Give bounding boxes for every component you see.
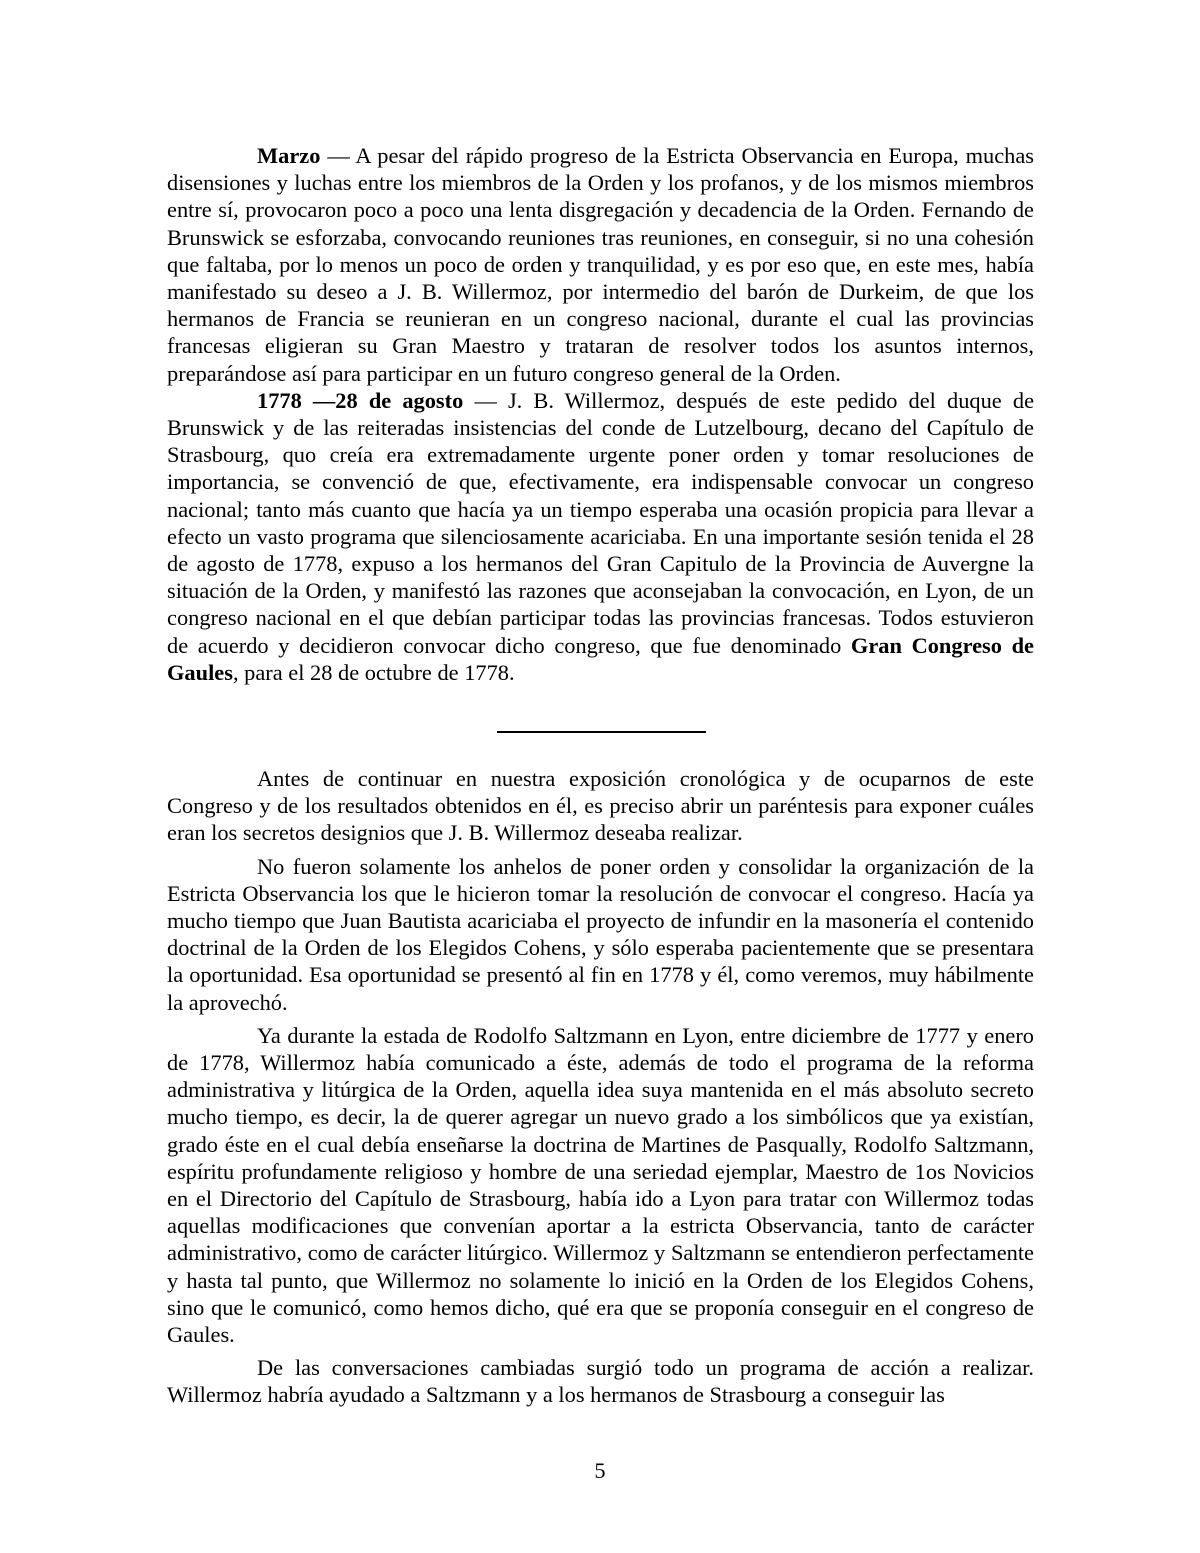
section-separator-line — [497, 731, 706, 733]
paragraph-text-1778: — J. B. Willermoz, después de este pedido del duque de Brunswick y de las reiteradas insistencias del conde de Lutzelbourg, decano del Capítulo de Strasbourg, quo creía era extremadamente urgente poner orden y tomar resoluciones de importancia, se convenció de que, efectivamente, era indispensable convocar un congreso nacional; tanto más cuanto que hacía ya un tiempo esperaba una ocasión propicia para llevar a efecto un vasto programa que silenciosamente acariciaba. En una importante sesión tenida el 28 de agosto de 1778, expuso a los hermanos del Gran Capitulo de la Provincia de Auvergne la situación de la Orden, y manifestó las razones que aconsejaban la convocación, en Lyon, de un congreso nacional en el que debían participar todas las provincias francesas. Todos estuvieron de acuerdo y decidieron convocar dicho congreso, que fue denominado — [167, 387, 1035, 658]
paragraph-text-marzo: — A pesar del rápido progreso de la Estricta Observancia en Europa, muchas disensiones y luchas entre los miembros de la Orden y los profanos, y de los mismos miembros entre sí, provocaron poco a poco una lenta disgregación y decadencia de la Orden. Fernando de Brunswick se esforzaba, convocando reuniones tras reuniones, en conseguir, si no una cohesión que faltaba, por lo menos un poco de orden y tranquilidad, y es por eso que, en este mes, había manifestado su deseo a J. B. Willermoz, por intermedio del barón de Durkeim, de que los hermanos de Francia se reunieran en un congreso nacional, durante el cual las provincias francesas eligieran su Gran Maestro y trataran de resolver todos los asuntos internos, preparándose así para participar en un futuro congreso general de la Orden. — [167, 143, 1034, 386]
paragraph-conversaciones: De las conversaciones cambiadas surgió todo un programa de acción a realizar. Willermoz habría ayudado a Saltzmann y a los hermanos de Strasbourg a conseguir las — [167, 1355, 1034, 1408]
paragraph-1778 — [167, 387, 1034, 686]
page-number: 5 — [594, 1458, 606, 1483]
paragraph-text-1778-end: , para el 28 de octubre de 1778. — [232, 659, 515, 685]
paragraph-lead-marzo: Marzo — [257, 143, 321, 168]
paragraph-marzo — [167, 142, 1034, 387]
text-section-1 — [167, 142, 1034, 686]
text-section-2 — [167, 765, 1034, 1409]
bold-congress-name: Gran Congreso de Gaules — [167, 632, 1034, 685]
paragraph-lead-1778: 1778 —28 de agosto — [257, 387, 464, 413]
paragraph-no-fueron: No fueron solamente los anhelos de poner orden y consolidar la organización de la Estricta Observancia los que le hicieron tomar la resolución de convocar el congreso. Hacía ya mucho tiempo que Juan Bautista acariciaba el proyecto de infundir en la masonería el contenido doctrinal de la Orden de los Elegidos Cohens, y sólo esperaba pacientemente que se presentara la oportunidad. Esa oportunidad se presentó al fin en 1778 y él, como veremos, muy hábilmente la aprovechó. — [167, 853, 1034, 1015]
paragraph-antes: Antes de continuar en nuestra exposición cronológica y de ocuparnos de este Congreso y de los resultados obtenidos en él, es preciso abrir un paréntesis para exponer cuáles eran los secretos designios que J. B. Willermoz deseaba realizar. — [167, 766, 1034, 846]
paragraph-saltzmann: Ya durante la estada de Rodolfo Saltzmann en Lyon, entre diciembre de 1777 y enero de 1778, Willermoz había comunicado a éste, además de todo el programa de la reforma administrativa y litúrgica de la Orden, aquella idea suya mantenida en el más absoluto secreto mucho tiempo, es decir, la de querer agregar un nuevo grado a los simbólicos que ya existían, grado éste en el cual debía enseñarse la doctrina de Martines de Pasqually, Rodolfo Saltzmann, espíritu profundamente religioso y hombre de una seriedad ejemplar, Maestro de 1os Novicios en el Directorio del Capítulo de Strasbourg, había ido a Lyon para tratar con Willermoz todas aquellas modificaciones que convenían aportar a la estricta Observancia, tanto de carácter administrativo, como de carácter litúrgico. Willermoz y Saltzmann se entendieron perfectamente y hasta tal punto, que Willermoz no solamente lo inició en la Orden de los Elegidos Cohens, sino que le comunicó, como hemos dicho, qué era que se proponía conseguir en el congreso de Gaules. — [167, 1022, 1034, 1348]
